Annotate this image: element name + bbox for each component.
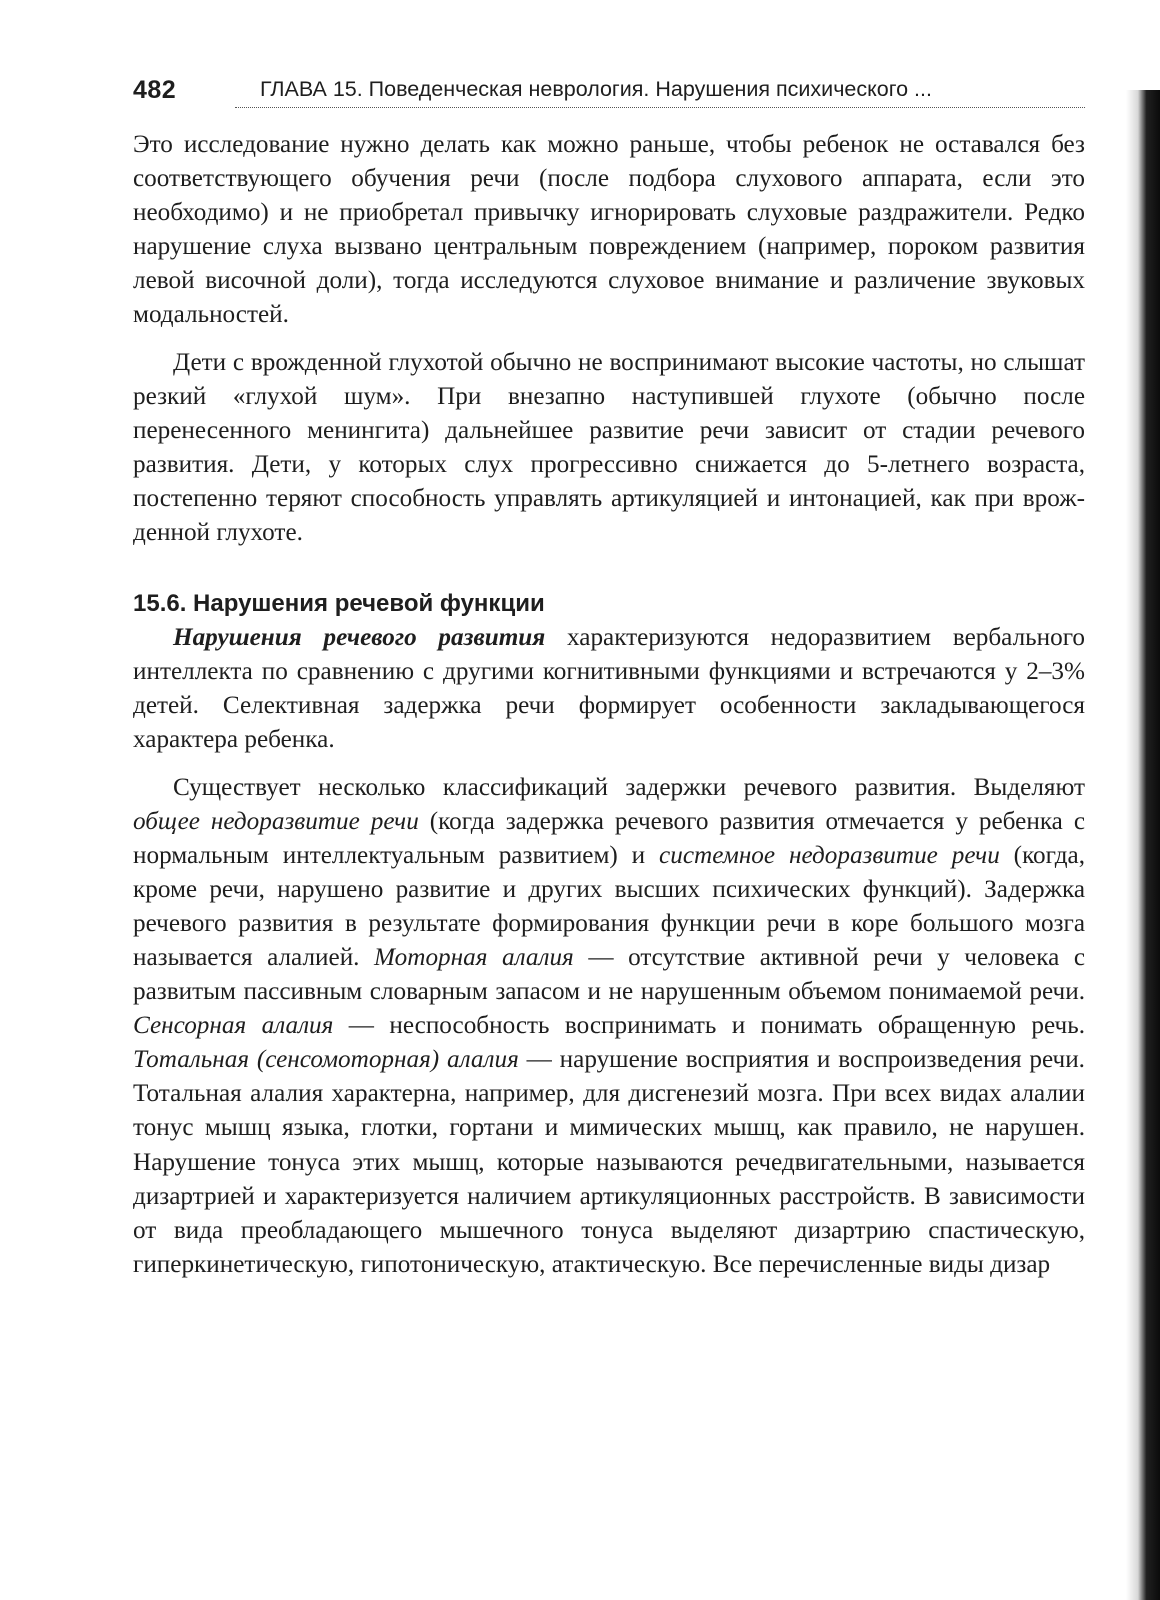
body-text bbox=[133, 128, 1085, 1295]
term-systemic-underdevelopment: системное недоразвитие речи bbox=[659, 841, 1000, 869]
term-motor-alalia: Моторная алалия bbox=[374, 943, 574, 971]
scan-page-edge bbox=[1126, 90, 1160, 1600]
running-title: ГЛАВА 15. Поведенческая неврология. Нарушения психического ... bbox=[260, 77, 932, 101]
paragraph-4-text-2: (когда задержка речевого развития отмечается у ребенка с нормальным интеллектуальным развитием) и bbox=[133, 807, 1085, 869]
paragraph-4-text-6: — нарушение восприятия и воспроизведения речи. Тотальная алалия характерна, например, для дисгенезий мозга. При всех видах алалии тонус мышц языка, глотки, гортани и мимических мышц, как правило, не нарушен. Нарушение тонуса этих мышц, которые называются речедвигательными, называется дизартрией и характеризуется наличием артикуляционных расстройств. В зависимости от вида преобладающего мышечного тонуса выделяют дизартрию спастическую, гиперкинетическую, гипотоническую, атактическую. Все перечисленные виды дизар bbox=[133, 1046, 1085, 1278]
paragraph-4-text-4: — отсутствие активной речи у человека с развитым пассивным словарным запасом и не нарушенным объемом понимаемой речи. bbox=[133, 943, 1085, 1006]
section-heading: 15.6. Нарушения речевой функции bbox=[133, 590, 545, 618]
paragraph-1: Это исследование нужно делать как можно раньше, чтобы ребенок не оставался без соответствующего обучения речи (после подбора слухового аппарата, если это необходимо) и не приобретал привычку игнорировать слуховые раздражители. Редко нарушение слуха вызвано центральным повреждением (например, пороком развития левой височной доли), тогда исследуются слуховое внимание и различение звуковых модальностей. bbox=[133, 131, 1085, 329]
term-sensory-alalia: Сенсорная алалия bbox=[133, 1012, 334, 1040]
running-header bbox=[133, 74, 1085, 114]
paragraph-4-text-5: — неспособность воспринимать и понимать обращенную речь. bbox=[333, 1012, 1085, 1040]
paragraph-4-text-3: (когда, кроме речи, нарушено развитие и других высших психических функций). Задержка речевого развития в результате формирования функции речи в коре большого мозга называется алалией. bbox=[133, 841, 1085, 971]
paragraph-2: Дети с врожденной глухотой обычно не воспринимают высокие частоты, но слышат резкий «глухой шум». При внезапно наступившей глухоте (обычно после перенесенного менингита) дальнейшее развитие речи зависит от стадии речевого развития. Дети, у которых слух прогрессивно снижается до 5-летнего возраста, постепенно теряют способность управлять артикуляцией и интонацией, как при врожденной глухоте. bbox=[133, 348, 1085, 547]
term-total-alalia: Тотальная (сенсомоторная) алалия bbox=[133, 1046, 519, 1074]
term-speech-development-disorders: Нарушения речевого развития bbox=[173, 624, 546, 652]
paragraph-4 bbox=[133, 771, 1085, 1282]
paragraph-3-text: характеризуются недоразвитием вербального интеллекта по сравнению с другими когнитивными функциями и встречаются у 2–3% детей. Селективная задержка речи формирует особенности закладывающегося характера ребенка. bbox=[133, 624, 1085, 754]
header-rule bbox=[235, 107, 1085, 108]
paragraph-3 bbox=[133, 621, 1085, 757]
paragraph-4-text-1: Существует несколько классификаций задержки речевого развития. Выделяют bbox=[173, 773, 1085, 801]
term-general-underdevelopment: общее недоразвитие речи bbox=[133, 807, 419, 835]
page-number: 482 bbox=[133, 76, 177, 104]
